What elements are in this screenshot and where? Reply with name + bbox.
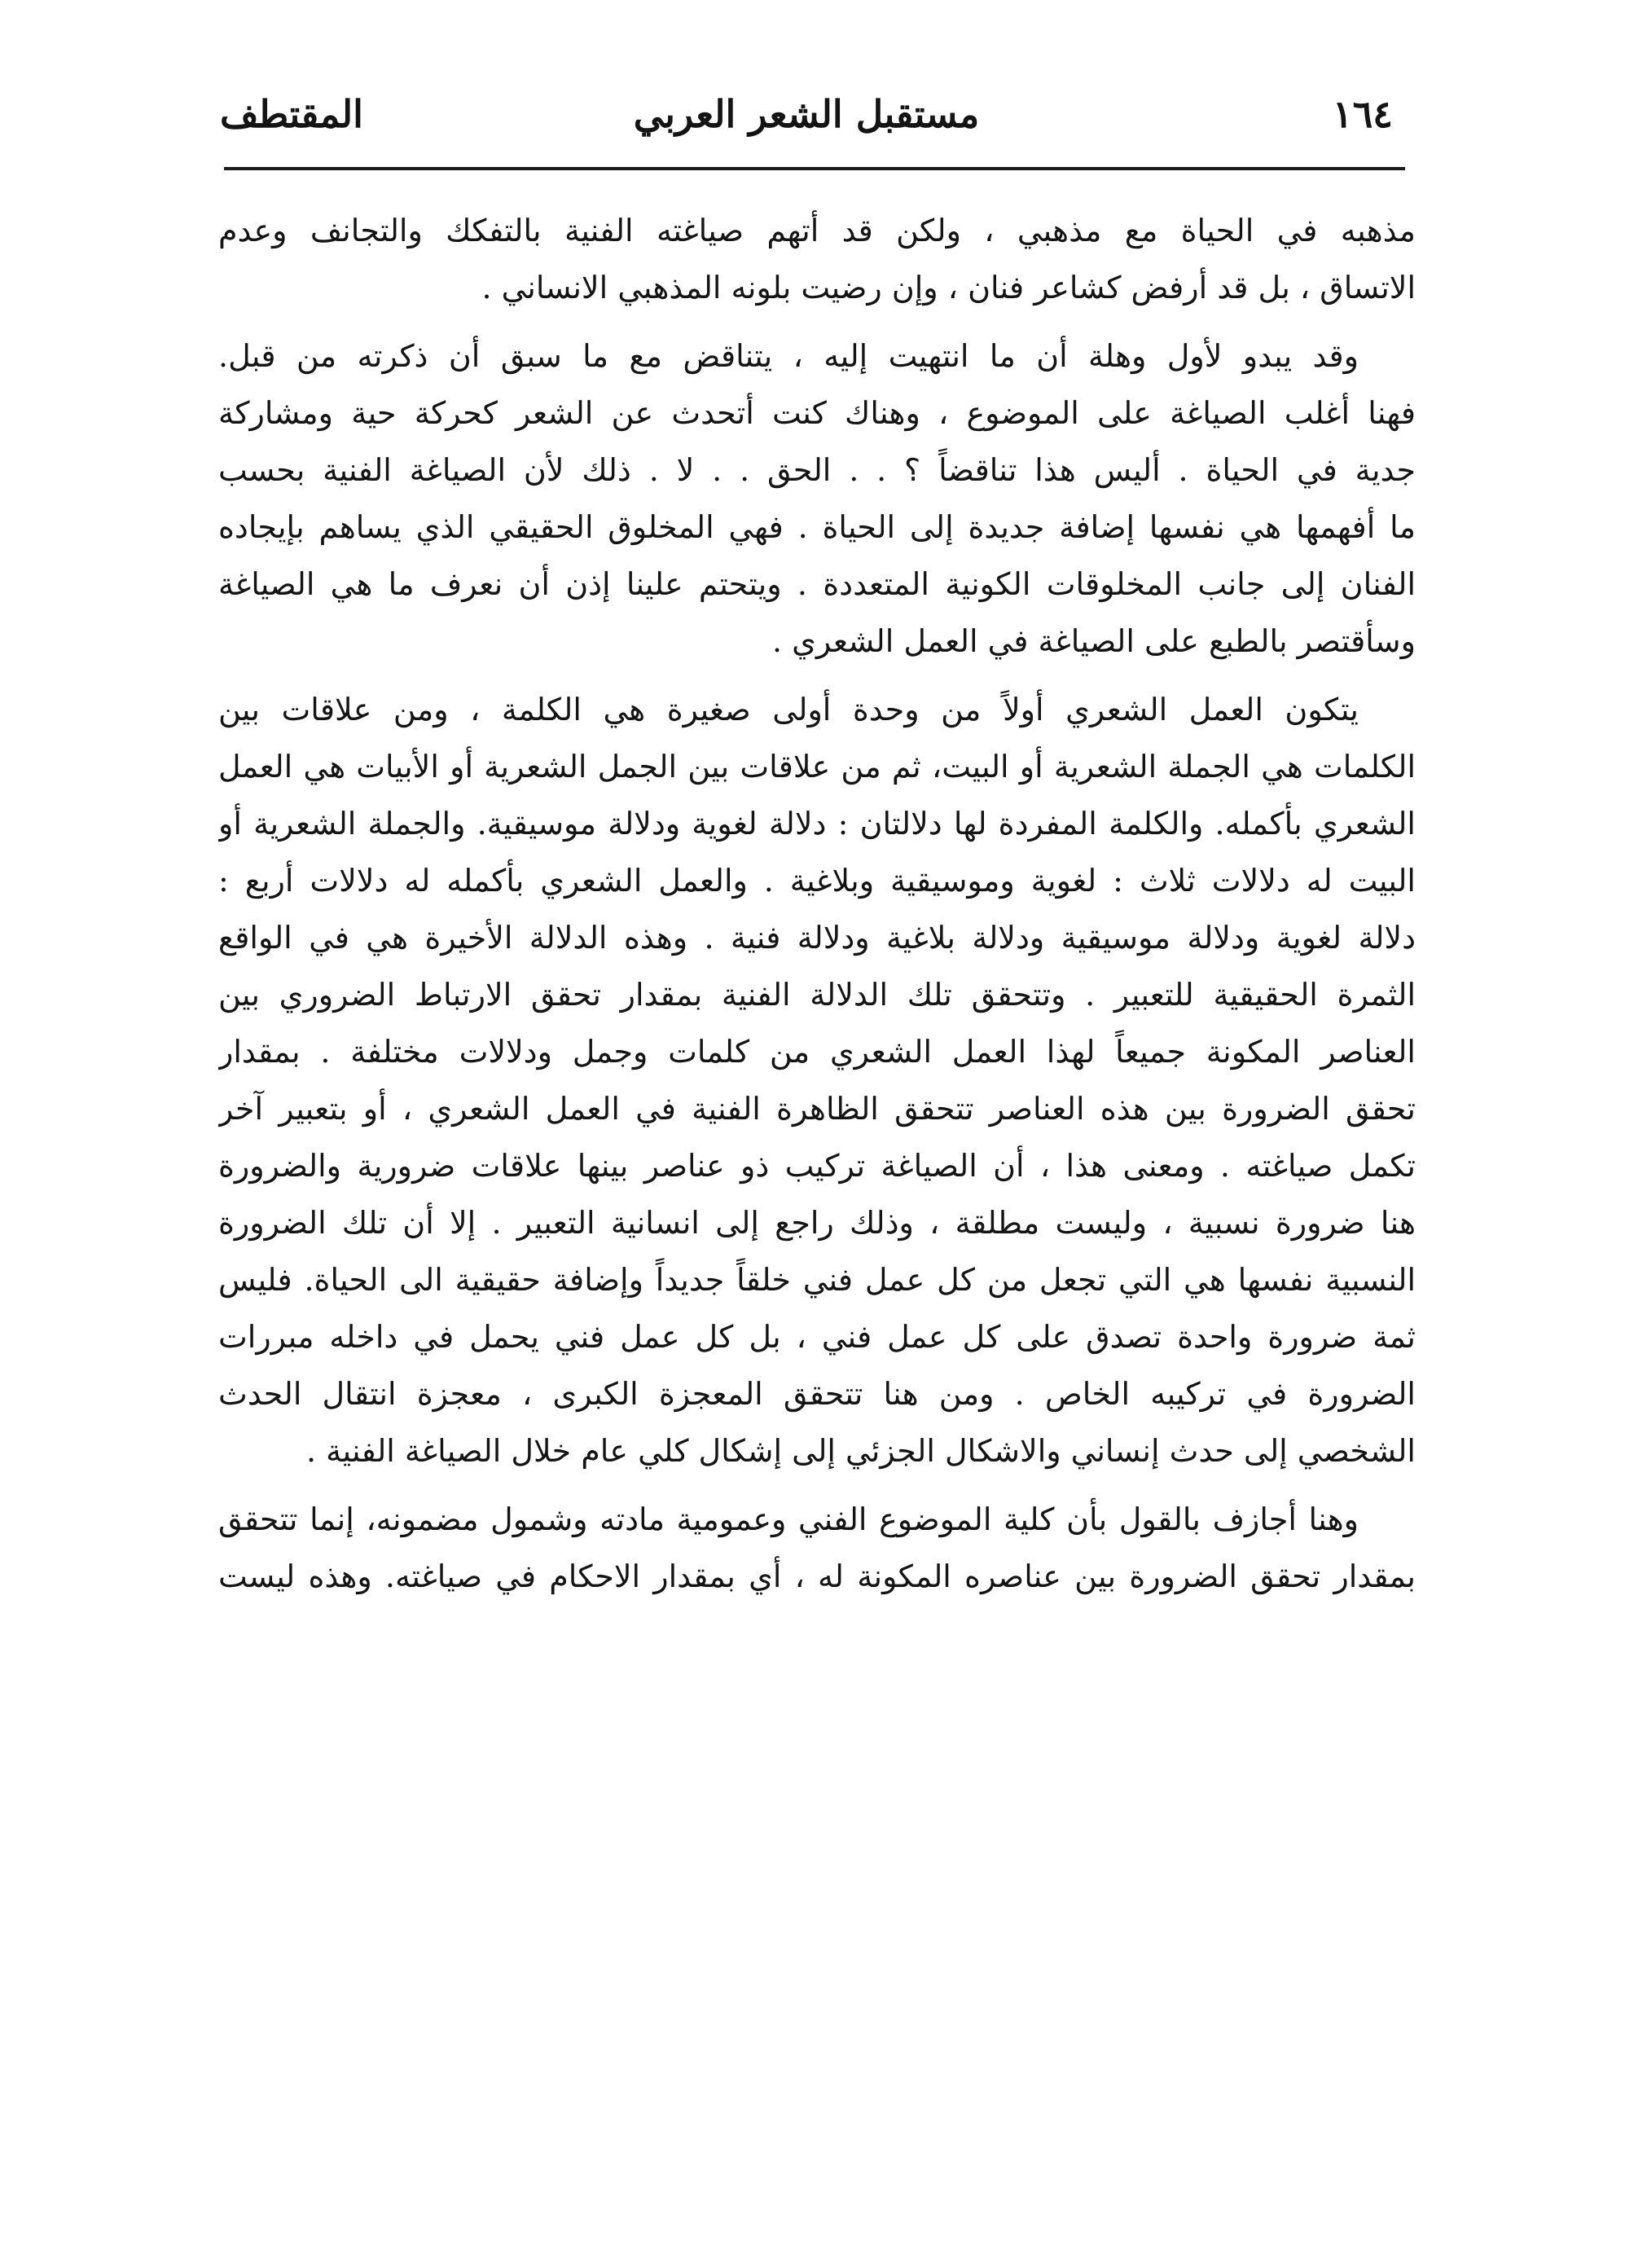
body-text [218,202,1416,1616]
text-line: دلالة لغوية ودلالة موسيقية ودلالة بلاغية ودلالة فنية . وهذه الدلالة الأخيرة هي في الواقع [218,920,1416,956]
paragraph [218,327,1416,670]
page-number: ١٦٤ [1332,92,1393,136]
paragraph [218,681,1416,1479]
text-line: الضرورة في تركيبه الخاص . ومن هنا تتحقق المعجزة الكبرى ، معجزة انتقال الحدث [218,1376,1416,1412]
journal-name: المقتطف [220,92,363,136]
paragraph [218,202,1416,316]
text-line: تكمل صياغته . ومعنى هذا ، أن الصياغة تركيب ذو عناصر بينها علاقات ضرورية والضرورة [218,1148,1416,1184]
running-title: مستقبل الشعر العربي [633,92,980,136]
text-line: مذهبه في الحياة مع مذهبي ، ولكن قد أتهم صياغته الفنية بالتفكك والتجانف وعدم [218,213,1416,248]
text-line: وسأقتصر بالطبع على الصياغة في العمل الشعري . [772,623,1416,659]
text-line: الفنان إلى جانب المخلوقات الكونية المتعددة . ويتحتم علينا إذن أن نعرف ما هي الصياغة [218,566,1416,602]
text-line: البيت له دلالات ثلاث : لغوية وموسيقية وبلاغية . والعمل الشعري بأكمله له دلالات أربع : [218,863,1416,899]
text-line: فهنا أغلب الصياغة على الموضوع ، وهناك كنت أتحدث عن الشعر كحركة حية ومشاركة [218,395,1416,431]
text-line: الاتساق ، بل قد أرفض كشاعر فنان ، وإن رضيت بلونه المذهبي الانساني . [481,270,1416,305]
text-line: الثمرة الحقيقية للتعبير . وتتحقق تلك الدلالة الفنية بمقدار تحقق الارتباط الضروري بين [218,977,1416,1013]
text-line: وهنا أجازف بالقول بأن كلية الموضوع الفني وعمومية مادته وشمول مضمونه، إنما تتحقق [218,1501,1359,1537]
text-line: الكلمات هي الجملة الشعرية أو البيت، ثم من علاقات بين الجمل الشعرية أو الأبيات هي العمل [218,749,1416,785]
text-line: ما أفهمها هي نفسها إضافة جديدة إلى الحياة . فهي المخلوق الحقيقي الذي يساهم بإيجاده [218,509,1416,545]
text-line: النسبية نفسها هي التي تجعل من كل عمل فني خلقاً جديداً وإضافة حقيقية الى الحياة. فليس [218,1262,1416,1298]
running-head [220,81,1393,147]
text-line: الشعري بأكمله. والكلمة المفردة لها دلالتان : دلالة لغوية ودلالة موسيقية. والجملة الشعرية أو [218,806,1416,842]
text-line: يتكون العمل الشعري أولاً من وحدة أولى صغيرة هي الكلمة ، ومن علاقات بين [218,692,1359,727]
text-line: هنا ضرورة نسبية ، وليست مطلقة ، وذلك راجع إلى انسانية التعبير . إلا أن تلك الضرورة [218,1205,1416,1241]
header-rule [224,167,1405,170]
text-line: تحقق الضرورة بين هذه العناصر تتحقق الظاهرة الفنية في العمل الشعري ، أو بتعبير آخر [218,1091,1416,1127]
text-line: جدية في الحياة . أليس هذا تناقضاً ؟ . . الحق . . لا . ذلك لأن الصياغة الفنية بحسب [218,452,1416,488]
text-line: وقد يبدو لأول وهلة أن ما انتهيت إليه ، يتناقض مع ما سبق أن ذكرته من قبل. [218,338,1359,374]
text-line: ثمة ضرورة واحدة تصدق على كل عمل فني ، بل كل عمل فني يحمل في داخله مبررات [218,1319,1416,1355]
paragraph [218,1491,1416,1605]
text-line: الشخصي إلى حدث إنساني والاشكال الجزئي إلى إشكال كلي عام خلال الصياغة الفنية . [306,1433,1416,1469]
text-line: بمقدار تحقق الضرورة بين عناصره المكونة له ، أي بمقدار الاحكام في صياغته. وهذه ليست [218,1558,1416,1594]
text-line: العناصر المكونة جميعاً لهذا العمل الشعري من كلمات وجمل ودلالات مختلفة . بمقدار [218,1034,1416,1070]
